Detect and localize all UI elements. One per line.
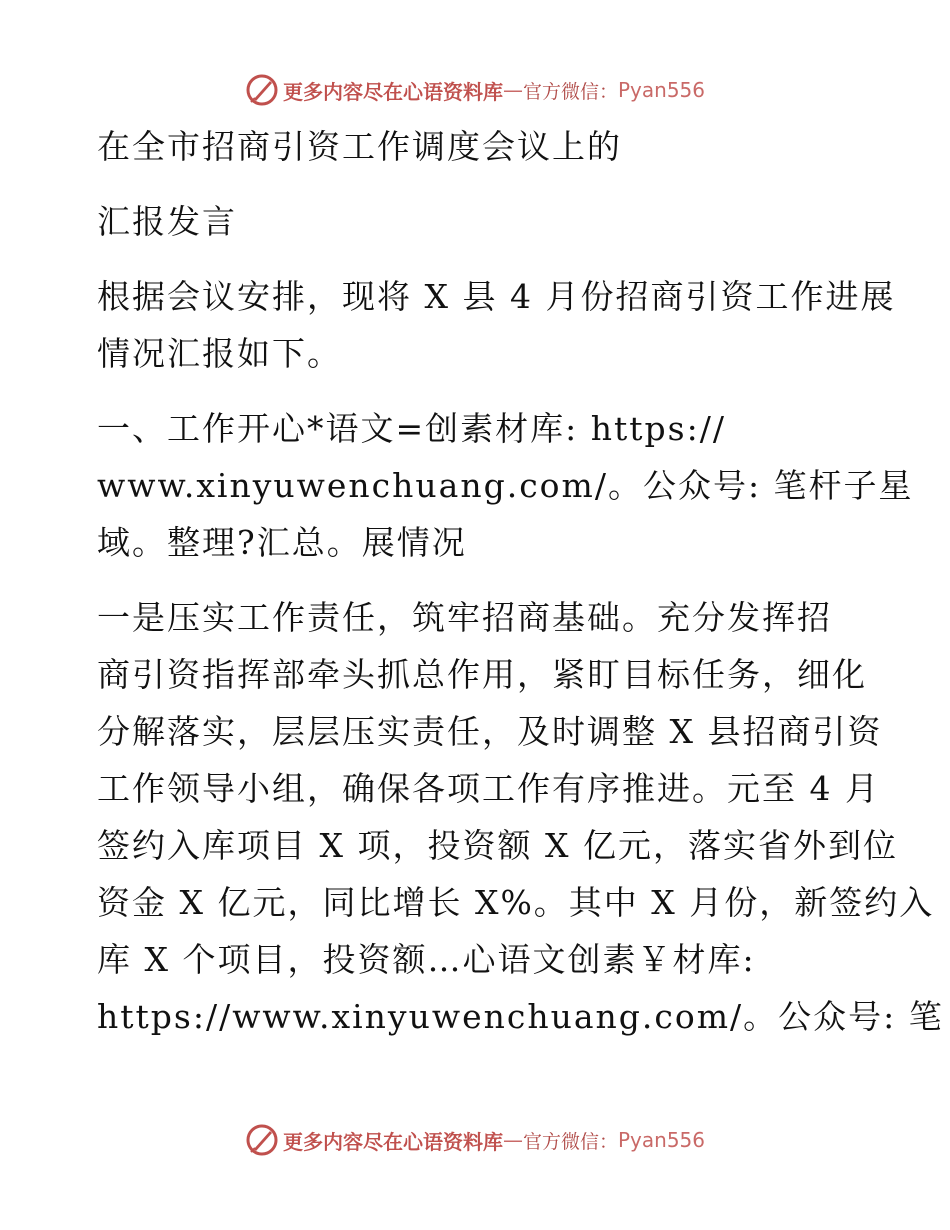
paragraph-line: 资金 X 亿元，同比增长 X%。其中 X 月份，新签约入 — [97, 883, 935, 922]
watermark-banner-top — [0, 70, 950, 110]
paragraph-line: 根据会议安排，现将 X 县 4 月份招商引资工作进展 — [97, 277, 896, 316]
watermark-site-text: 更多内容尽在心语资料库 — [282, 79, 503, 104]
paragraph-line: 情况汇报如下。 — [97, 334, 342, 373]
quill-pen-logo-icon — [245, 73, 279, 107]
paragraph-line: 库 X 个项目，投资额…心语文创素￥材库: — [97, 940, 756, 979]
watermark-wechat-label: 官方微信： — [522, 80, 618, 103]
watermark-wechat-label: 官方微信： — [522, 1130, 618, 1153]
paragraph-line: 工作领导小组，确保各项工作有序推进。元至 4 月 — [97, 769, 880, 808]
document-title-line-1: 在全市招商引资工作调度会议上的 — [97, 127, 622, 166]
document-title-line-2: 汇报发言 — [97, 202, 237, 241]
paragraph-line: 一是压实工作责任，筑牢招商基础。充分发挥招 — [97, 598, 832, 637]
section-1-heading — [97, 400, 914, 571]
paragraph-1 — [97, 589, 944, 1045]
heading-line: 一、工作开心*语文=创素材库: https:// — [97, 409, 726, 448]
paragraph-line: 商引资指挥部牵头抓总作用，紧盯目标任务，细化 — [97, 655, 867, 694]
watermark-dash: — — [502, 1128, 523, 1152]
watermark-dash: — — [502, 78, 523, 102]
paragraph-line: 签约入库项目 X 项，投资额 X 亿元，落实省外到位 — [97, 826, 898, 865]
watermark-wechat-id: Pyan556 — [618, 1128, 706, 1152]
watermark-banner-bottom — [0, 1120, 950, 1160]
paragraph-line: https://www.xinyuwenchuang.com/。公众号: 笔 — [97, 997, 944, 1036]
watermark-site-text: 更多内容尽在心语资料库 — [282, 1129, 503, 1154]
intro-paragraph — [97, 268, 896, 382]
watermark-wechat-id: Pyan556 — [618, 78, 706, 102]
paragraph-line: 分解落实，层层压实责任，及时调整 X 县招商引资 — [97, 712, 883, 751]
document-body — [97, 118, 944, 1045]
heading-line: 域。整理?汇总。展情况 — [97, 523, 467, 562]
quill-pen-logo-icon — [245, 1123, 279, 1157]
heading-line: www.xinyuwenchuang.com/。公众号: 笔杆子星 — [97, 466, 914, 505]
